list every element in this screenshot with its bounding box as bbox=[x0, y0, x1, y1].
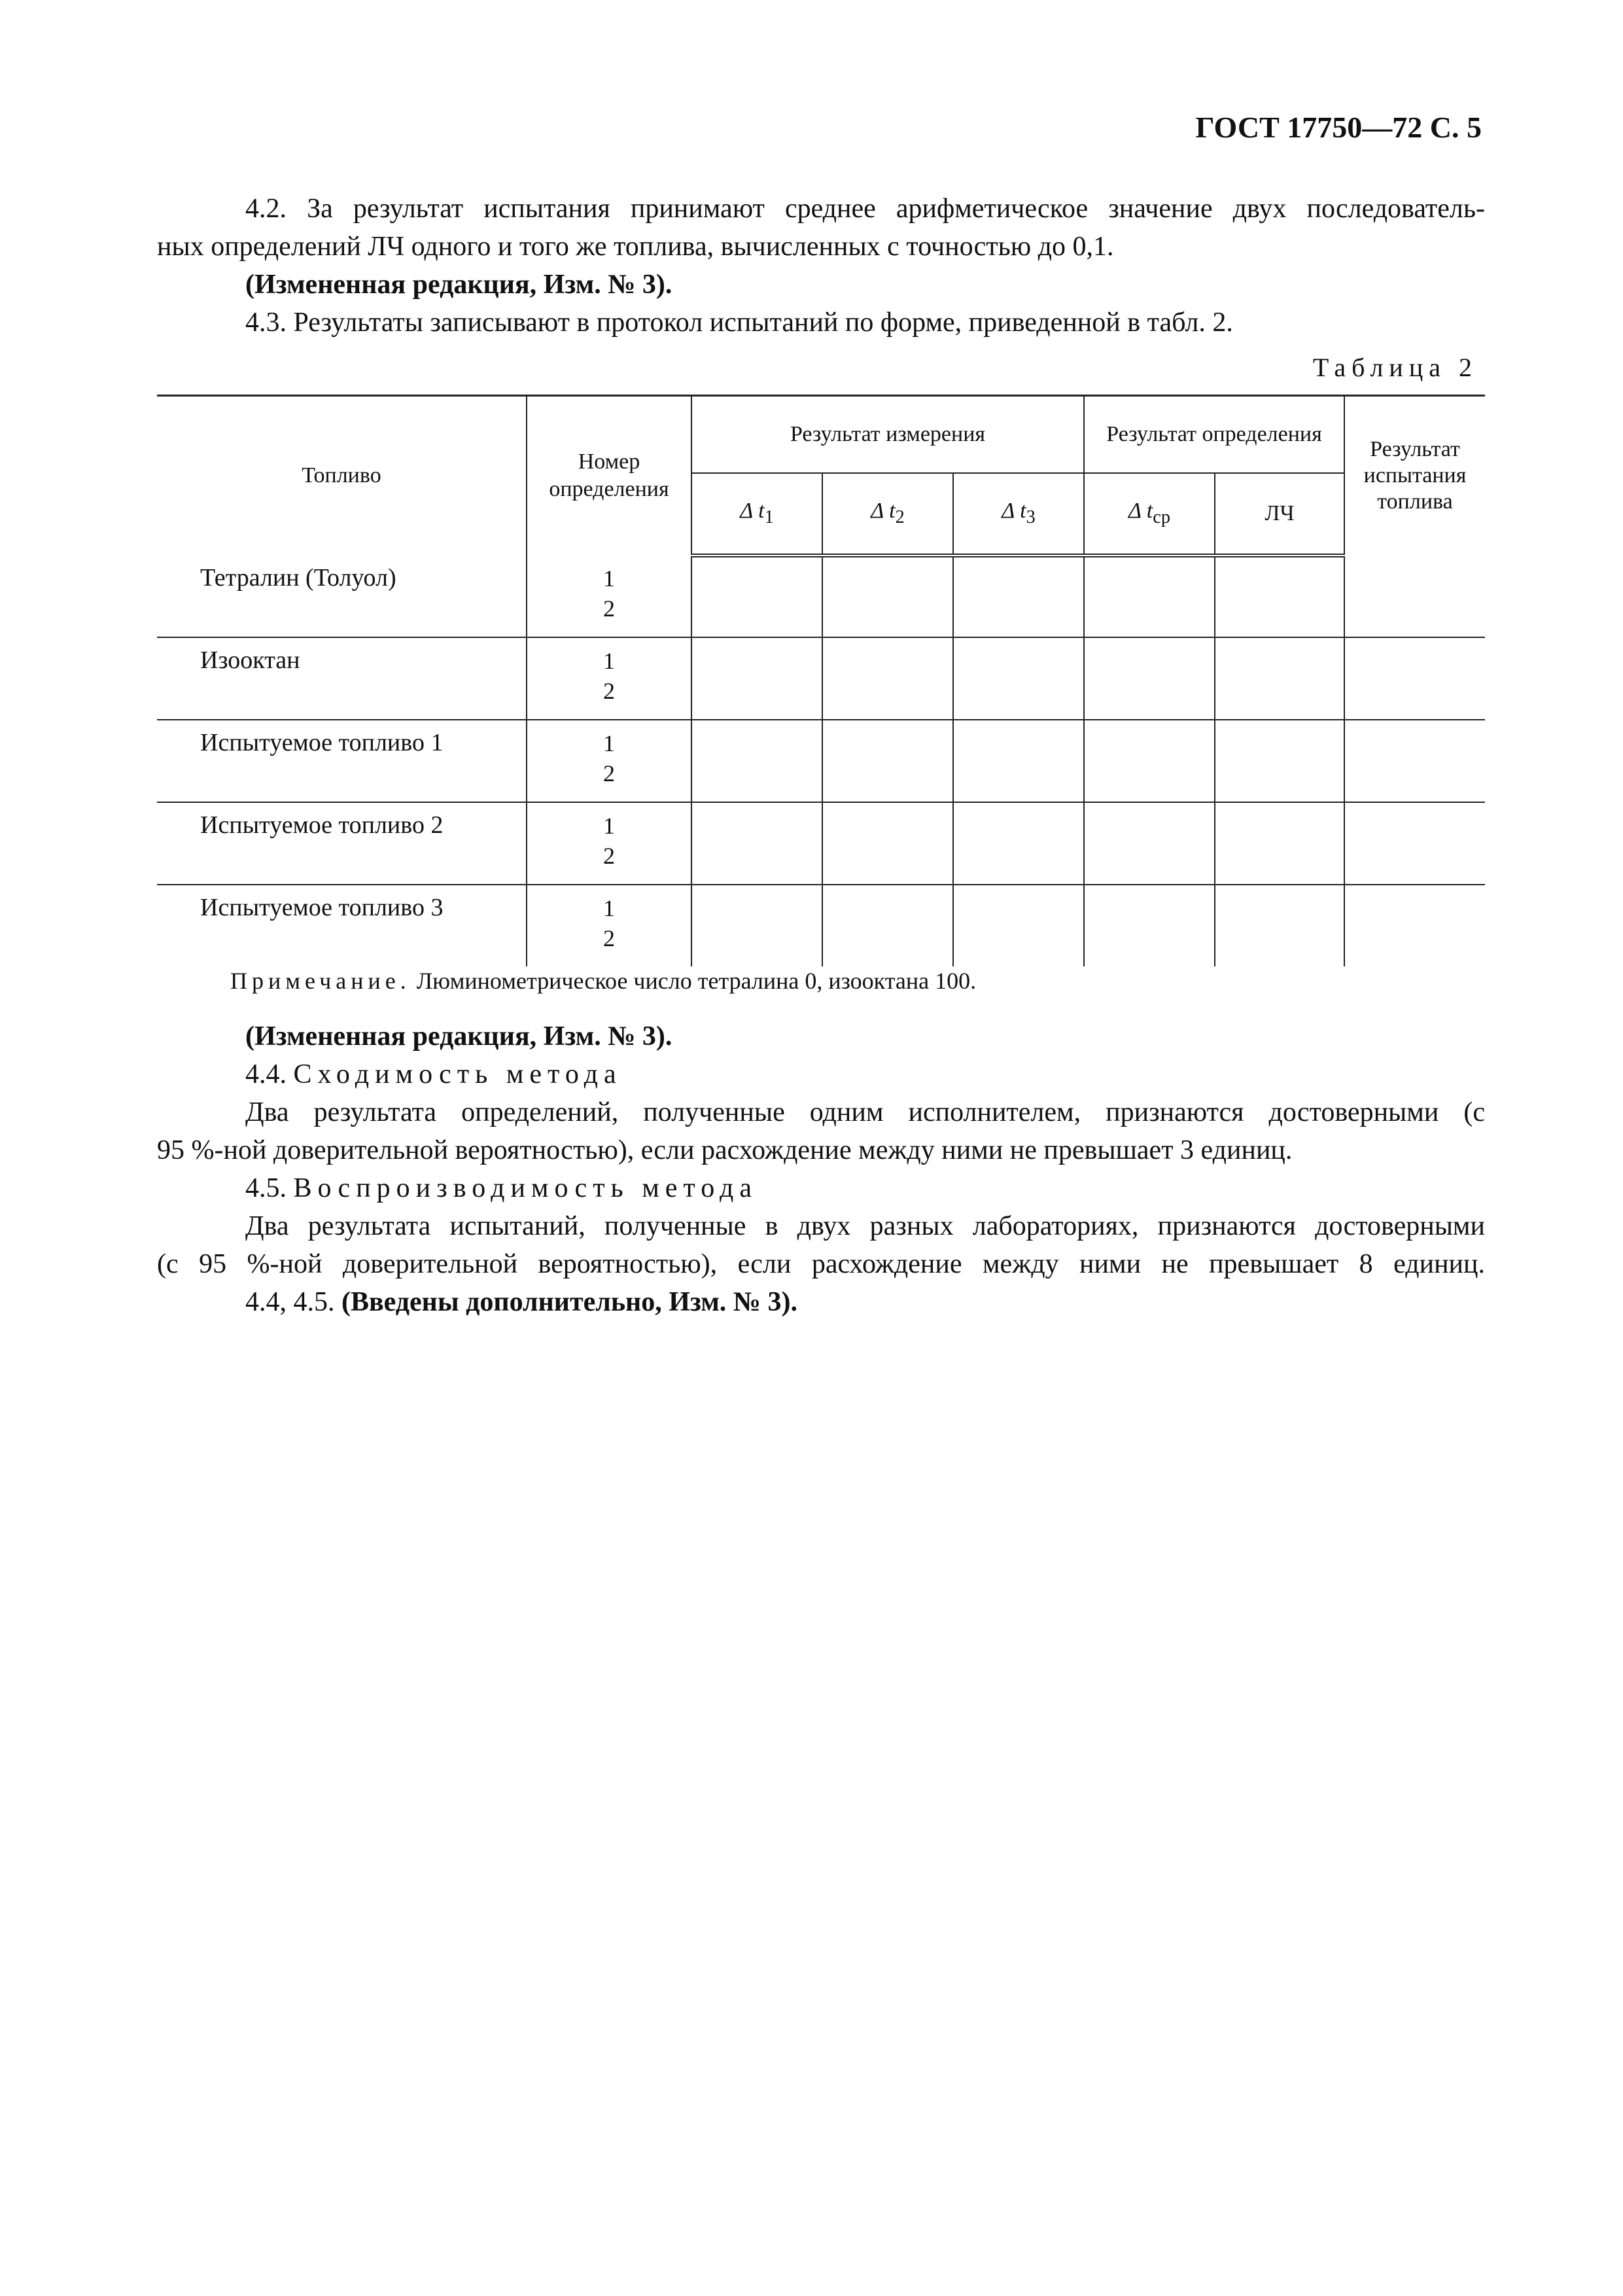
table-row bbox=[157, 802, 1485, 885]
det-number-1: 1 bbox=[603, 812, 615, 839]
header-dtcp bbox=[1084, 473, 1215, 556]
section-4-5-line2: (с 95 %-ной доверительной вероятностью), если расхождение между ними не превышает 8 единиц. bbox=[157, 1249, 1485, 1279]
empty-cell[interactable] bbox=[1344, 556, 1485, 637]
page-header: ГОСТ 17750—72 С. 5 bbox=[1195, 111, 1482, 144]
det-number-2: 2 bbox=[603, 595, 615, 622]
empty-cell[interactable] bbox=[1084, 720, 1215, 802]
header-test-result-label: Результат испытания топлива bbox=[1363, 437, 1467, 514]
empty-cell[interactable] bbox=[1084, 556, 1215, 637]
det-number-1: 1 bbox=[603, 730, 615, 756]
header-measurement-result: Результат измерения bbox=[691, 396, 1084, 473]
table-row bbox=[157, 720, 1485, 802]
empty-cell[interactable] bbox=[1215, 802, 1344, 885]
empty-cell[interactable] bbox=[1344, 720, 1485, 802]
section-4-5-number: 4.5. bbox=[245, 1173, 287, 1203]
header-det-number-label: Номер определения bbox=[549, 450, 669, 502]
fuel-cell: Испытуемое топливо 3 bbox=[157, 885, 527, 966]
header-dt3 bbox=[953, 473, 1084, 556]
empty-cell[interactable] bbox=[822, 556, 953, 637]
section-4-4-heading bbox=[157, 1055, 1485, 1093]
section-4-4-number: 4.4. bbox=[245, 1059, 287, 1089]
empty-cell[interactable] bbox=[1344, 802, 1485, 885]
final-note-prefix: 4.4, 4.5. bbox=[245, 1287, 341, 1317]
empty-cell[interactable] bbox=[691, 556, 822, 637]
header-fuel: Топливо bbox=[157, 396, 527, 556]
det-number-cell bbox=[527, 885, 691, 966]
empty-cell[interactable] bbox=[953, 802, 1084, 885]
empty-cell[interactable] bbox=[1344, 637, 1485, 720]
header-det-number bbox=[527, 396, 691, 556]
det-number-2: 2 bbox=[603, 925, 615, 951]
section-4-5-heading bbox=[157, 1169, 1485, 1207]
det-number-2: 2 bbox=[603, 760, 615, 786]
final-note bbox=[157, 1283, 1485, 1321]
header-dt2 bbox=[822, 473, 953, 556]
fuel-cell: Испытуемое топливо 1 bbox=[157, 720, 527, 802]
section-4-2 bbox=[157, 190, 1485, 342]
edit-note: (Измененная редакция, Изм. № 3). bbox=[245, 270, 672, 300]
empty-cell[interactable] bbox=[953, 637, 1084, 720]
empty-cell[interactable] bbox=[1215, 885, 1344, 966]
header-dt2-sub: 2 bbox=[895, 506, 905, 527]
section-4-4-4-5 bbox=[157, 1017, 1485, 1321]
empty-cell[interactable] bbox=[953, 885, 1084, 966]
empty-cell[interactable] bbox=[822, 720, 953, 802]
empty-cell[interactable] bbox=[1215, 556, 1344, 637]
header-determination-result: Результат определения bbox=[1084, 396, 1344, 473]
det-number-2: 2 bbox=[603, 677, 615, 704]
section-4-4-line1: Два результата определений, полученные одним исполнителем, признаются достоверными (с bbox=[245, 1097, 1485, 1127]
header-test-result bbox=[1344, 396, 1485, 556]
empty-cell[interactable] bbox=[691, 720, 822, 802]
fuel-cell: Тетралин (Толуол) bbox=[157, 556, 527, 637]
table-caption: Таблица 2 bbox=[1312, 353, 1478, 382]
table-row bbox=[157, 885, 1485, 966]
empty-cell[interactable] bbox=[1084, 637, 1215, 720]
section-4-2-line1: 4.2. За результат испытания принимают среднее арифметическое значение двух последователь- bbox=[245, 194, 1485, 224]
empty-cell[interactable] bbox=[691, 637, 822, 720]
header-dtcp-sub: ср bbox=[1153, 506, 1171, 527]
section-4-3: 4.3. Результаты записывают в протокол испытаний по форме, приведенной в табл. 2. bbox=[245, 308, 1233, 338]
table-row bbox=[157, 556, 1485, 637]
table-note bbox=[230, 967, 976, 995]
header-lch: ЛЧ bbox=[1215, 473, 1344, 556]
empty-cell[interactable] bbox=[691, 802, 822, 885]
empty-cell[interactable] bbox=[953, 720, 1084, 802]
empty-cell[interactable] bbox=[1215, 720, 1344, 802]
empty-cell[interactable] bbox=[822, 637, 953, 720]
table-row bbox=[157, 637, 1485, 720]
results-table bbox=[157, 395, 1485, 966]
edit-note-2: (Измененная редакция, Изм. № 3). bbox=[245, 1021, 672, 1051]
header-dt3-sub: 3 bbox=[1026, 506, 1036, 527]
det-number-cell bbox=[527, 556, 691, 637]
empty-cell[interactable] bbox=[822, 885, 953, 966]
empty-cell[interactable] bbox=[1215, 637, 1344, 720]
section-4-5-line1: Два результата испытаний, полученные в двух разных лабораториях, признаются достоверными bbox=[245, 1211, 1485, 1241]
fuel-cell: Испытуемое топливо 2 bbox=[157, 802, 527, 885]
header-dt1-sub: 1 bbox=[764, 506, 774, 527]
det-number-cell bbox=[527, 802, 691, 885]
section-4-5-title: Воспроизводимость метода bbox=[293, 1173, 758, 1203]
empty-cell[interactable] bbox=[691, 885, 822, 966]
det-number-1: 1 bbox=[603, 894, 615, 921]
empty-cell[interactable] bbox=[822, 802, 953, 885]
section-4-4-line2: 95 %-ной доверительной вероятностью), если расхождение между ними не превышает 3 единиц. bbox=[157, 1135, 1293, 1165]
header-dt1 bbox=[691, 473, 822, 556]
section-4-2-line2: ных определений ЛЧ одного и того же топлива, вычисленных с точностью до 0,1. bbox=[157, 232, 1114, 262]
det-number-cell bbox=[527, 637, 691, 720]
header-dt3-label: Δ t bbox=[1002, 499, 1026, 523]
empty-cell[interactable] bbox=[1084, 802, 1215, 885]
header-dtcp-label: Δ t bbox=[1128, 499, 1153, 523]
header-dt2-label: Δ t bbox=[871, 499, 896, 523]
empty-cell[interactable] bbox=[1084, 885, 1215, 966]
det-number-1: 1 bbox=[603, 565, 615, 592]
det-number-1: 1 bbox=[603, 647, 615, 674]
det-number-2: 2 bbox=[603, 842, 615, 869]
section-4-4-title: Сходимость метода bbox=[293, 1059, 622, 1089]
note-text: Люминометрическое число тетралина 0, изооктана 100. bbox=[410, 968, 977, 994]
fuel-cell: Изооктан bbox=[157, 637, 527, 720]
header-dt1-label: Δ t bbox=[740, 499, 765, 523]
det-number-cell bbox=[527, 720, 691, 802]
final-note-text: (Введены дополнительно, Изм. № 3). bbox=[341, 1287, 797, 1317]
note-lead: Примечание. bbox=[230, 968, 411, 994]
empty-cell[interactable] bbox=[1344, 885, 1485, 966]
empty-cell[interactable] bbox=[953, 556, 1084, 637]
